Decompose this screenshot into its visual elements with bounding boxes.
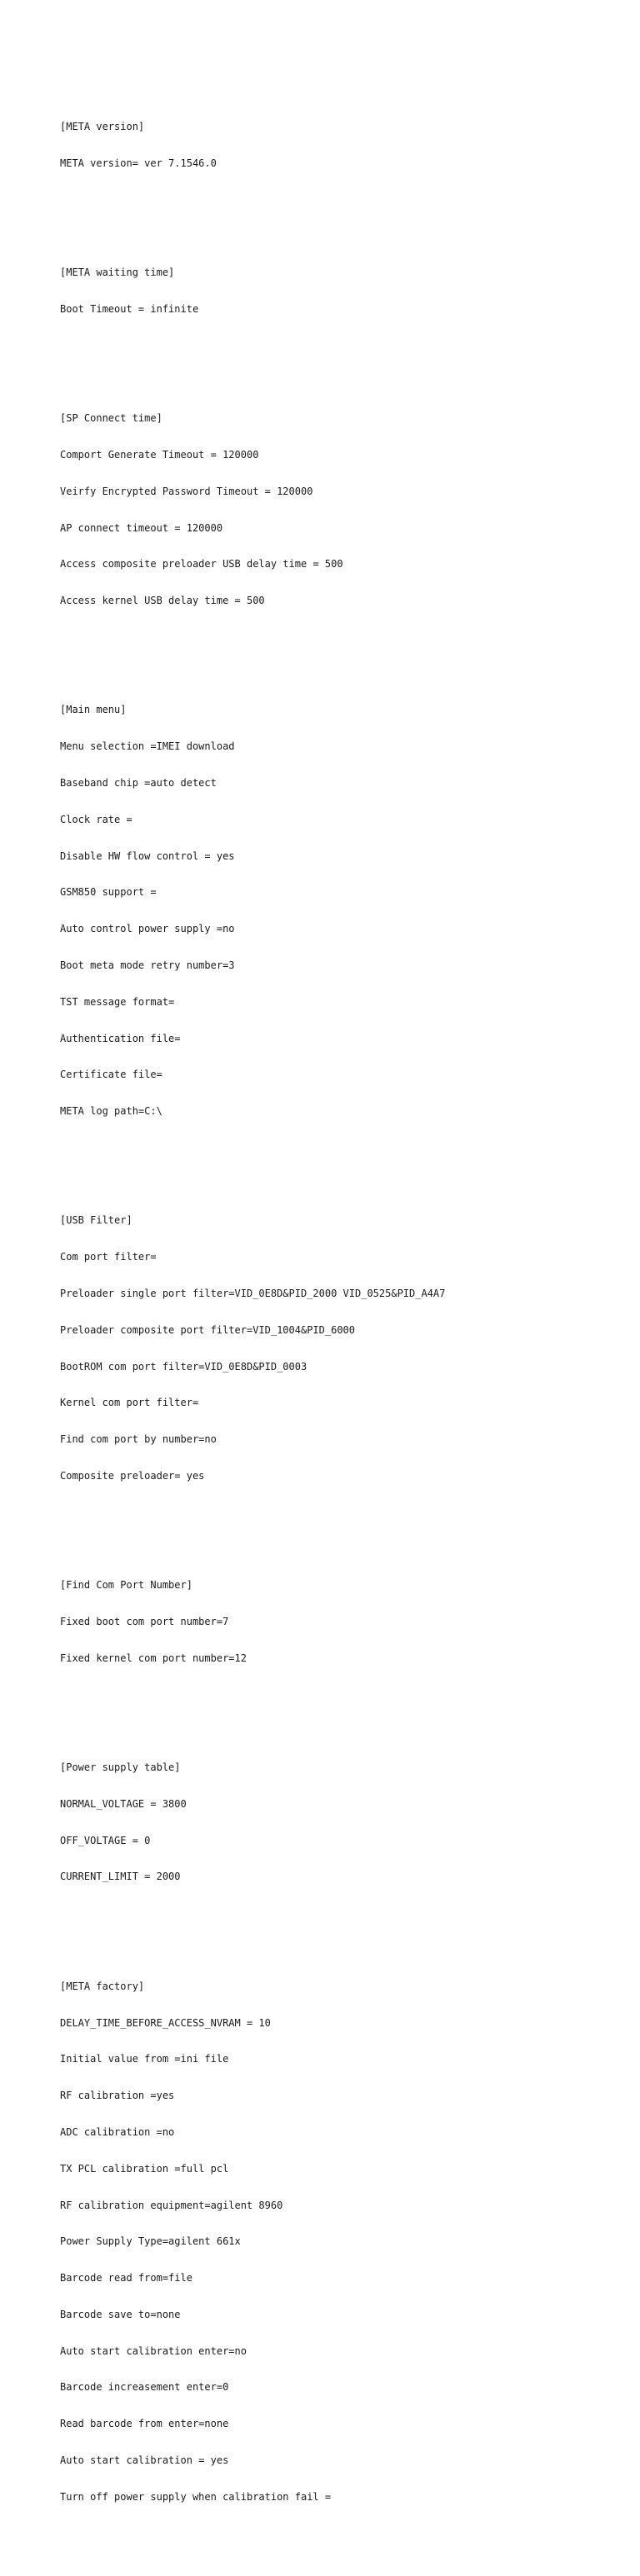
config-line: RF calibration =yes	[60, 2090, 175, 2102]
config-line: Barcode save to=none	[60, 2308, 181, 2320]
config-line: Access kernel USB delay time = 500	[60, 595, 265, 607]
config-line: AP connect timeout = 120000	[60, 521, 223, 534]
section-main-menu	[60, 680, 627, 1142]
config-line: Menu selection =IMEI download	[60, 740, 235, 753]
section-header: [USB Filter]	[60, 1214, 132, 1227]
config-line: Kernel com port filter=	[60, 1397, 199, 1409]
config-line: Find com port by number=no	[60, 1433, 217, 1446]
section-meta-factory	[60, 1956, 627, 2528]
section-find-com-port-number	[60, 1555, 627, 1689]
config-line: Read barcode from enter=none	[60, 2418, 229, 2430]
section-meta-version	[60, 97, 627, 194]
config-line: RF calibration equipment=agilent 8960	[60, 2199, 283, 2211]
section-header: [Find Com Port Number]	[60, 1579, 192, 1592]
section-meta-waiting-time	[60, 242, 627, 340]
config-line: Authentication file=	[60, 1032, 181, 1044]
config-line: Initial value from =ini file	[60, 2053, 229, 2065]
config-text	[60, 60, 627, 2576]
config-line: META version= ver 7.1546.0	[60, 157, 217, 169]
config-line: Power Supply Type=agilent 661x	[60, 2235, 241, 2248]
section-header: [SP Connect time]	[60, 412, 162, 425]
config-line: META log path=C:\	[60, 1105, 162, 1118]
config-line: Boot meta mode retry number=3	[60, 959, 235, 971]
config-line: BootROM com port filter=VID_0E8D&PID_0003	[60, 1360, 308, 1373]
config-line: Auto control power supply =no	[60, 923, 235, 935]
section-header: [META waiting time]	[60, 267, 175, 279]
config-line: Boot Timeout = infinite	[60, 302, 199, 315]
config-line: Auto start calibration enter=no	[60, 2344, 247, 2357]
config-line: Clock rate =	[60, 813, 132, 825]
config-line: Barcode increasement enter=0	[60, 2381, 229, 2394]
config-line: Fixed kernel com port number=12	[60, 1652, 247, 1664]
config-line: GSM850 support =	[60, 886, 157, 899]
config-line: Preloader single port filter=VID_0E8D&PID_2000 VID_0525&PID_A4A7	[60, 1287, 446, 1299]
config-line: DELAY_TIME_BEFORE_ACCESS_NVRAM = 10	[60, 2016, 271, 2029]
config-line: NORMAL_VOLTAGE = 3800	[60, 1797, 187, 1810]
section-power-supply-table	[60, 1737, 627, 1907]
config-line: OFF_VOLTAGE = 0	[60, 1834, 151, 1846]
section-header: [META version]	[60, 120, 145, 132]
section-header: [Power supply table]	[60, 1761, 181, 1774]
config-line: Composite preloader= yes	[60, 1469, 205, 1482]
section-header: [Main menu]	[60, 704, 127, 716]
config-line: Com port filter=	[60, 1251, 157, 1263]
config-line: Baseband chip =auto detect	[60, 777, 217, 790]
section-usb-filter	[60, 1190, 627, 1506]
config-line: TX PCL calibration =full pcl	[60, 2162, 229, 2175]
config-line: Turn off power supply when calibration fail =	[60, 2490, 332, 2503]
config-line: Access composite preloader USB delay time = 500	[60, 558, 343, 571]
config-line: Fixed boot com port number=7	[60, 1616, 229, 1627]
config-line: Certificate file=	[60, 1069, 162, 1081]
config-line: TST message format=	[60, 995, 175, 1008]
config-line: Auto start calibration = yes	[60, 2454, 229, 2466]
section-header: [META factory]	[60, 1980, 145, 1992]
config-line: Preloader composite port filter=VID_1004&PID_6000	[60, 1323, 356, 1336]
config-line: Comport Generate Timeout = 120000	[60, 449, 259, 461]
config-line: Disable HW flow control = yes	[60, 850, 235, 862]
config-line: Veirfy Encrypted Password Timeout = 120000	[60, 485, 313, 497]
config-line: ADC calibration =no	[60, 2125, 175, 2138]
config-line: CURRENT_LIMIT = 2000	[60, 1871, 181, 1883]
section-sp-connect-time	[60, 388, 627, 631]
config-line: Barcode read from=file	[60, 2272, 192, 2285]
